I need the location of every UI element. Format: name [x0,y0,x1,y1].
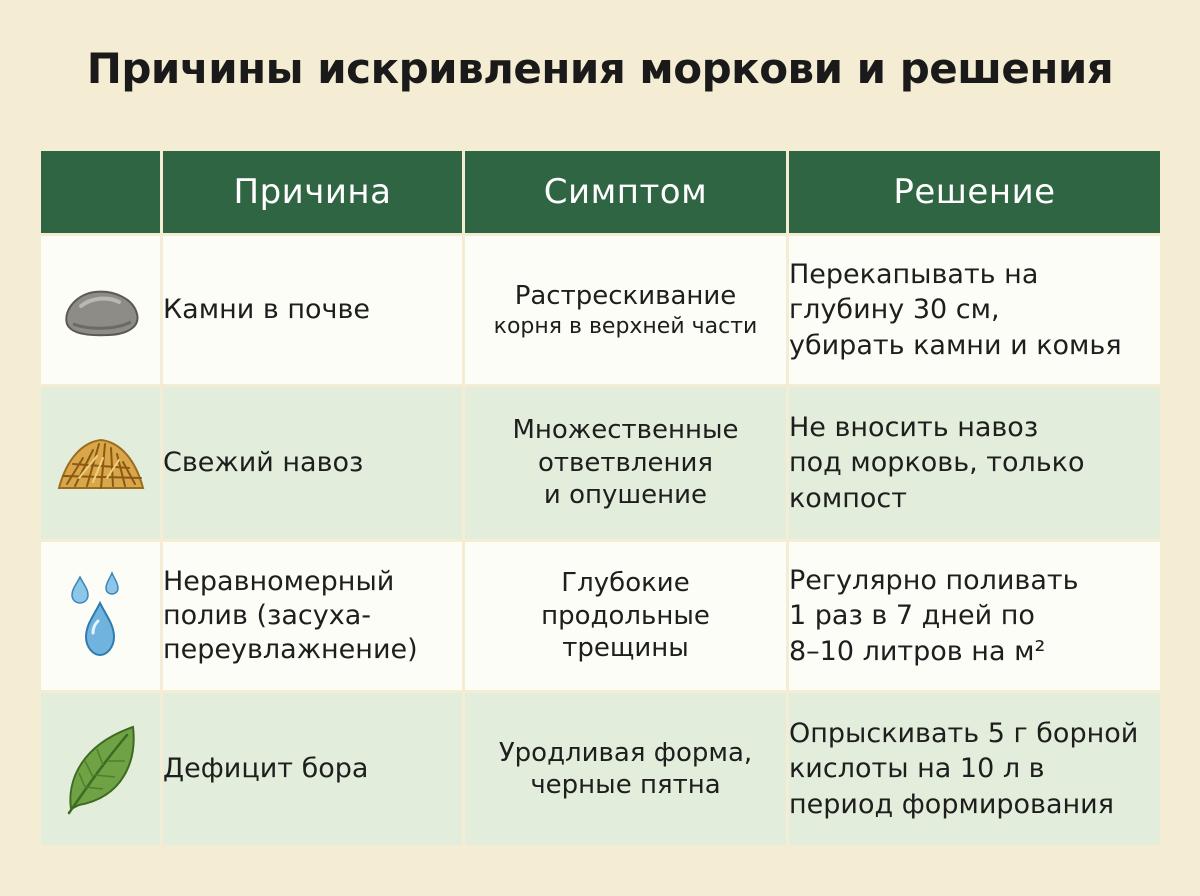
symptom-text: трещины [562,633,689,664]
cause-text: переувлажнение) [163,633,418,665]
header-symptom: Симптом [464,150,788,235]
table-row [40,541,1162,692]
table-row [40,386,1162,541]
solution-text: кислоты на 10 л в [789,753,1045,785]
solution-text: убирать камни и комья [789,329,1122,361]
solution-text: Опрыскивать 5 г борной [789,718,1139,750]
solution-text: Регулярно поливать [789,565,1079,597]
symptom-text: корня в верхней части [493,313,758,339]
symptom-text: черные пятна [530,770,721,800]
solution-text: Не вносить навоз [789,412,1039,444]
header-cause: Причина [162,150,464,235]
stone-icon [59,280,143,340]
symptom-text: продольные [541,600,710,631]
symptom-text: и опушение [543,480,708,511]
table-header-row [40,150,1162,235]
table-row [40,692,1162,847]
symptom-text: Растрескивание [514,281,737,311]
solution-text: глубину 30 см, [789,294,1000,326]
cause-text: Свежий навоз [163,447,364,479]
causes-table [38,148,1163,848]
header-solution: Решение [788,150,1162,235]
solution-text: период формирования [789,788,1114,820]
cause-text: Камни в почве [163,294,371,326]
header-icon-column [40,150,162,235]
solution-text: под морковь, только [789,447,1085,479]
water-drops-icon [66,571,136,661]
symptom-text: ответвления [538,447,713,478]
page-title: Причины искривления моркови и решения [86,44,1114,93]
cause-text: Дефицит бора [163,753,369,785]
symptom-text: Глубокие [561,568,690,599]
solution-text: компост [789,482,907,514]
solution-text: 1 раз в 7 дней по [789,600,1035,632]
solution-text: Перекапывать на [789,259,1039,291]
hay-icon [53,428,149,498]
solution-text: 8–10 литров на м² [789,635,1046,667]
leaf-icon [61,721,141,817]
cause-text: Неравномерный [163,566,395,598]
cause-text: полив (засуха- [163,600,371,632]
symptom-text: Уродливая форма, [498,737,753,768]
table-row [40,235,1162,386]
symptom-text: Множественные [512,415,739,446]
